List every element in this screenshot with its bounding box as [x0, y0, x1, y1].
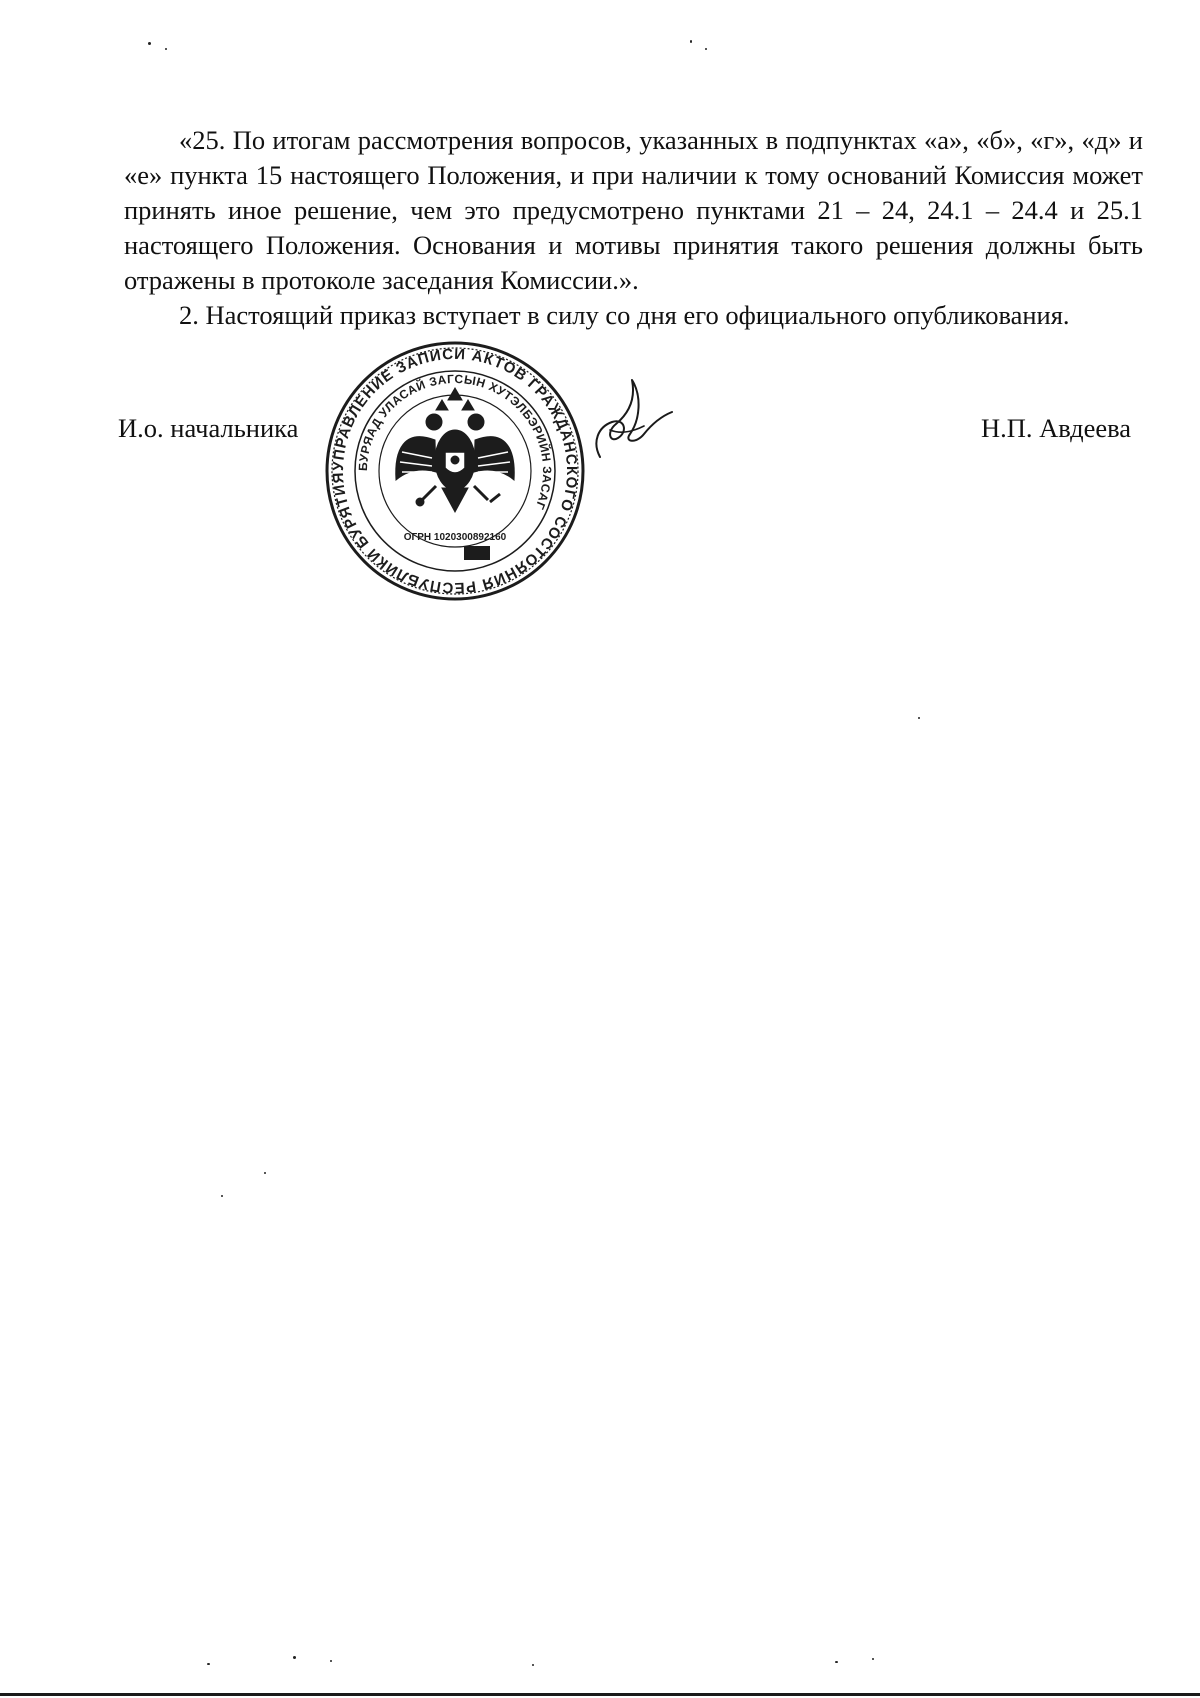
scan-speck [221, 1195, 223, 1197]
scan-speck [835, 1661, 838, 1663]
seal-inner-text: БУРЯАД УЛАСАЙ ЗАГСЫН ХУТЭЛБЭРИЙН ЗАСАГ [355, 371, 555, 512]
scan-speck [293, 1656, 296, 1659]
paragraph-effective-date: 2. Настоящий приказ вступает в силу со дня его официального опубликования. [179, 300, 1070, 330]
scan-speck [532, 1664, 534, 1666]
scan-speck [148, 42, 151, 45]
seal-ogrn: ОГРН 1020300892160 [403, 532, 507, 543]
seal-stamp-mark [464, 546, 490, 560]
signature-block [0, 0, 1200, 700]
scan-speck [330, 1660, 332, 1662]
scan-speck [918, 717, 920, 719]
scan-speck [165, 48, 167, 50]
seal-outer-text: УПРАВЛЕНИЕ ЗАПИСИ АКТОВ ГРАЖДАНСКОГО СОСТОЯНИЯ РЕСПУБЛИКИ БУРЯТИЯ [329, 345, 581, 597]
scan-speck [207, 1663, 210, 1665]
scan-speck [872, 1658, 874, 1660]
scan-bottom-edge [0, 1693, 1200, 1696]
paragraph-item-25: «25. По итогам рассмотрения вопросов, указанных в подпунктах «а», «б», «г», «д» и «е» пункта 15 настоящего Положения, и при наличии к тому оснований Комиссия может принять иное решение, чем это предусмотрено пунктами 21 – 24, 24.1 – 24.4 и 25.1 настоящего Положения. Основания и мотивы принятия такого решения должны быть отражены в протоколе заседания Комиссии.». [124, 125, 1143, 295]
handwritten-signature [570, 372, 680, 472]
scan-speck [705, 48, 707, 50]
scan-speck [264, 1172, 266, 1174]
scan-speck [690, 40, 692, 43]
official-seal [324, 340, 586, 602]
signatory-name: Н.П. Авдеева [981, 413, 1132, 443]
signatory-title: И.о. начальника [118, 413, 299, 443]
